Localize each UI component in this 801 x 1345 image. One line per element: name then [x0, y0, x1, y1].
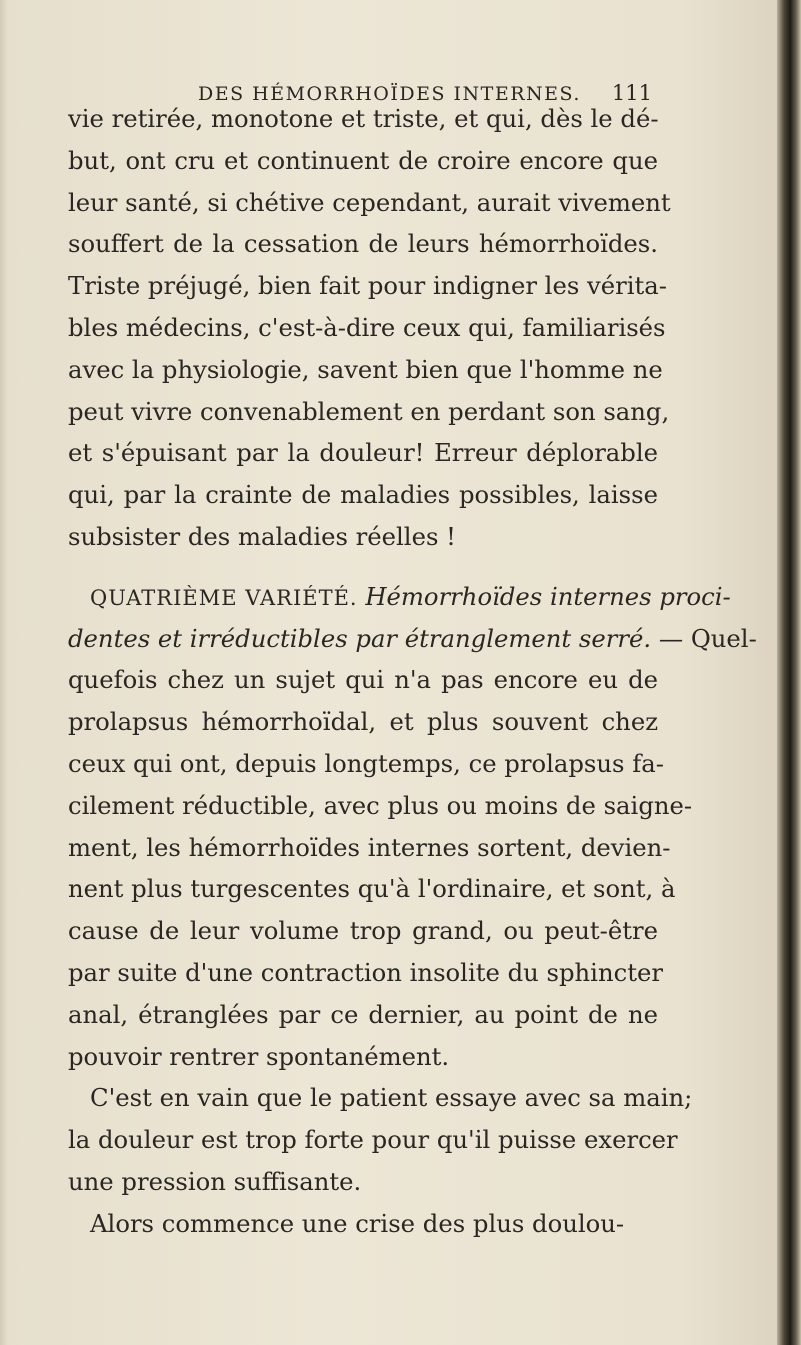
- text-line: nent plus turgescentes qu'à l'ordinaire, et sont, à: [68, 874, 676, 904]
- paragraph-3: [68, 1077, 693, 1202]
- text-line: peut vivre convenablement en perdant son sang,: [68, 396, 670, 426]
- text-line: leur santé, si chétive cependant, aurait vivement: [68, 187, 671, 217]
- section-title-part2: dentes et irréductibles par étranglement serré.: [68, 623, 652, 653]
- section-heading-line: [68, 576, 731, 618]
- text-line: pouvoir rentrer spontanément.: [68, 1041, 450, 1071]
- text-line: qui, par la crainte de maladies possibles, laisse: [68, 480, 658, 510]
- text-line: la douleur est trop forte pour qu'il puisse exercer: [68, 1125, 678, 1155]
- section-quatrieme-variete: [68, 576, 757, 1078]
- text-line: C'est en vain que le patient essaye avec sa main;: [90, 1083, 693, 1113]
- body-text: [68, 98, 757, 1245]
- paragraph-1: [68, 98, 671, 558]
- page-number: 111: [611, 81, 652, 105]
- text-line: anal, étranglées par ce dernier, au point de ne: [68, 999, 658, 1029]
- text-line: une pression suffisante.: [68, 1166, 362, 1196]
- text-line: par suite d'une contraction insolite du sphincter: [68, 957, 663, 987]
- section-heading-line-2: [68, 618, 757, 660]
- paragraph-4: [68, 1203, 658, 1245]
- text-line: cilement réductible, avec plus ou moins de saigne-: [68, 790, 693, 820]
- text-line: Triste préjugé, bien fait pour indigner les vérita-: [68, 271, 667, 301]
- text-line: ment, les hémorrhoïdes internes sortent, devien-: [68, 832, 671, 862]
- text-line: quefois chez un sujet qui n'a pas encore eu de: [68, 665, 658, 695]
- section-title-part1: Hémorrhoïdes internes proci-: [365, 581, 731, 611]
- text-line: avec la physiologie, savent bien que l'homme ne: [68, 354, 663, 384]
- section-title-rest: — Quel-: [651, 623, 757, 653]
- text-line: ceux qui ont, depuis longtemps, ce prolapsus fa-: [68, 748, 664, 778]
- section-label: QUATRIÈME VARIÉTÉ.: [90, 585, 358, 610]
- text-line: Alors commence une crise des plus doulou-: [90, 1208, 625, 1238]
- text-line: subsister des maladies réelles !: [68, 521, 456, 551]
- text-line: cause de leur volume trop grand, ou peut-être: [68, 916, 658, 946]
- text-line: et s'épuisant par la douleur! Erreur déplorable: [68, 438, 658, 468]
- text-line: vie retirée, monotone et triste, et qui, dès le dé-: [68, 104, 659, 133]
- book-binding: [777, 0, 801, 1345]
- text-line: souffert de la cessation de leurs hémorrhoïdes.: [68, 229, 658, 259]
- running-title: DES HÉMORRHOÏDES INTERNES.: [198, 83, 581, 105]
- page-left-edge: [0, 0, 8, 1345]
- text-line: but, ont cru et continuent de croire encore que: [68, 145, 658, 175]
- text-line: bles médecins, c'est-à-dire ceux qui, familiarisés: [68, 312, 666, 342]
- text-line: prolapsus hémorrhoïdal, et plus souvent chez: [68, 707, 658, 737]
